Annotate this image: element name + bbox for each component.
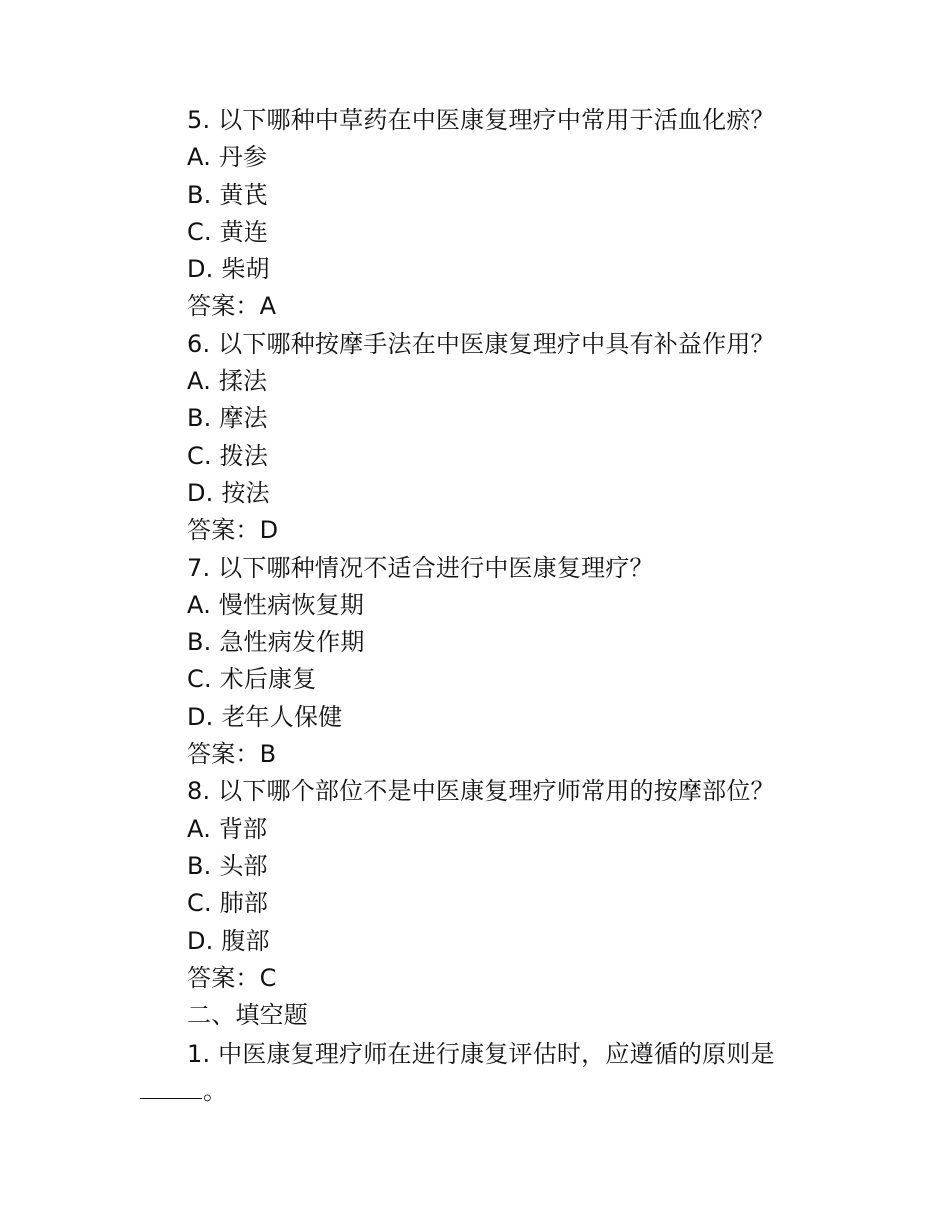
question-5: 5. 以下哪种中草药在中医康复理疗中常用于活血化瘀？	[187, 106, 775, 134]
option-d: D. 按法	[187, 478, 270, 507]
answer-blank	[140, 1076, 202, 1099]
question-6: 6. 以下哪种按摩手法在中医康复理疗中具有补益作用？	[187, 329, 775, 358]
option-d: D. 腹部	[187, 926, 270, 955]
answer-5: 答案：A	[187, 292, 277, 321]
answer-7: 答案：B	[187, 740, 277, 769]
option-d: D. 柴胡	[187, 255, 270, 284]
option-b: B. 摩法	[187, 404, 268, 433]
option-a: A. 背部	[187, 814, 268, 843]
question-8: 8. 以下哪个部位不是中医康复理疗师常用的按摩部位？	[187, 777, 775, 806]
question-7: 7. 以下哪种情况不适合进行中医康复理疗？	[187, 553, 654, 582]
answer-6: 答案：D	[187, 516, 279, 545]
option-a: A. 丹参	[187, 143, 268, 172]
question-list	[187, 102, 807, 1034]
fill-in-text: 1. 中医康复理疗师在进行康复评估时，应遵循的原则是	[187, 1040, 775, 1068]
fill-in-question-1	[140, 1036, 820, 1111]
option-a: A. 揉法	[187, 367, 268, 396]
fill-in-period: 。	[203, 1077, 227, 1106]
option-c: C. 术后康复	[187, 665, 317, 694]
option-a: A. 慢性病恢复期	[187, 590, 365, 619]
option-d: D. 老年人保健	[187, 702, 343, 731]
option-c: C. 拨法	[187, 441, 269, 470]
section-heading: 二、填空题	[187, 1001, 308, 1030]
option-c: C. 黄连	[187, 217, 269, 246]
fill-in-answer-line	[140, 1073, 820, 1110]
answer-8: 答案：C	[187, 963, 277, 992]
option-c: C. 肺部	[187, 889, 269, 918]
option-b: B. 头部	[187, 851, 268, 880]
option-b: B. 黄芪	[187, 180, 268, 209]
option-b: B. 急性病发作期	[187, 628, 365, 657]
